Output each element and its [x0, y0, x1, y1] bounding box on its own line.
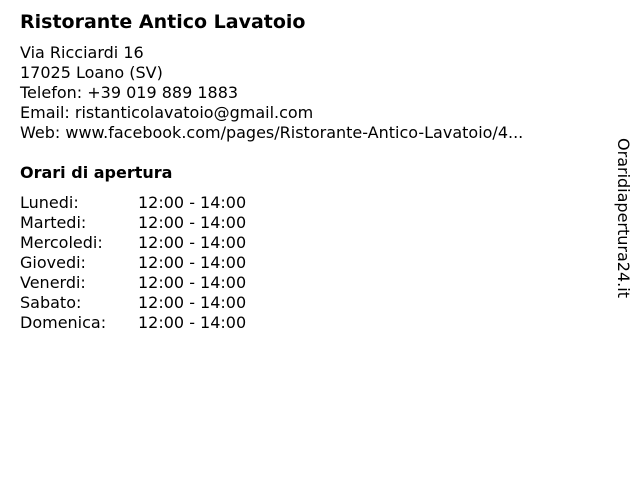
hours-row-saturday [20, 293, 280, 313]
site-watermark: Oraridiapertura24.it [614, 138, 633, 298]
hours-row-tuesday [20, 213, 280, 233]
hours-row-thursday [20, 253, 280, 273]
day-label: Martedi: [20, 213, 87, 232]
day-label: Giovedi: [20, 253, 86, 272]
phone-number: Telefon: +39 019 889 1883 [20, 83, 239, 102]
time-range: 12:00 - 14:00 [138, 193, 247, 212]
restaurant-name: Ristorante Antico Lavatoio [20, 11, 306, 33]
time-range: 12:00 - 14:00 [138, 273, 247, 292]
day-label: Lunedi: [20, 193, 79, 212]
day-label: Sabato: [20, 293, 82, 312]
time-range: 12:00 - 14:00 [138, 313, 247, 332]
website-link: Web: www.facebook.com/pages/Ristorante-Antico-Lavatoio/4... [20, 123, 524, 142]
hours-row-sunday [20, 313, 280, 333]
time-range: 12:00 - 14:00 [138, 233, 247, 252]
hours-row-wednesday [20, 233, 280, 253]
hours-row-friday [20, 273, 280, 293]
time-range: 12:00 - 14:00 [138, 253, 247, 272]
time-range: 12:00 - 14:00 [138, 213, 247, 232]
day-label: Venerdi: [20, 273, 86, 292]
day-label: Mercoledi: [20, 233, 103, 252]
day-label: Domenica: [20, 313, 107, 332]
email-address: Email: ristanticolavatoio@gmail.com [20, 103, 314, 122]
contact-info [20, 43, 523, 143]
hours-row-monday [20, 193, 280, 213]
address-city: 17025 Loano (SV) [20, 63, 163, 82]
opening-hours-list [20, 193, 280, 333]
opening-hours-heading: Orari di apertura [20, 163, 173, 182]
address-street: Via Ricciardi 16 [20, 43, 144, 62]
time-range: 12:00 - 14:00 [138, 293, 247, 312]
